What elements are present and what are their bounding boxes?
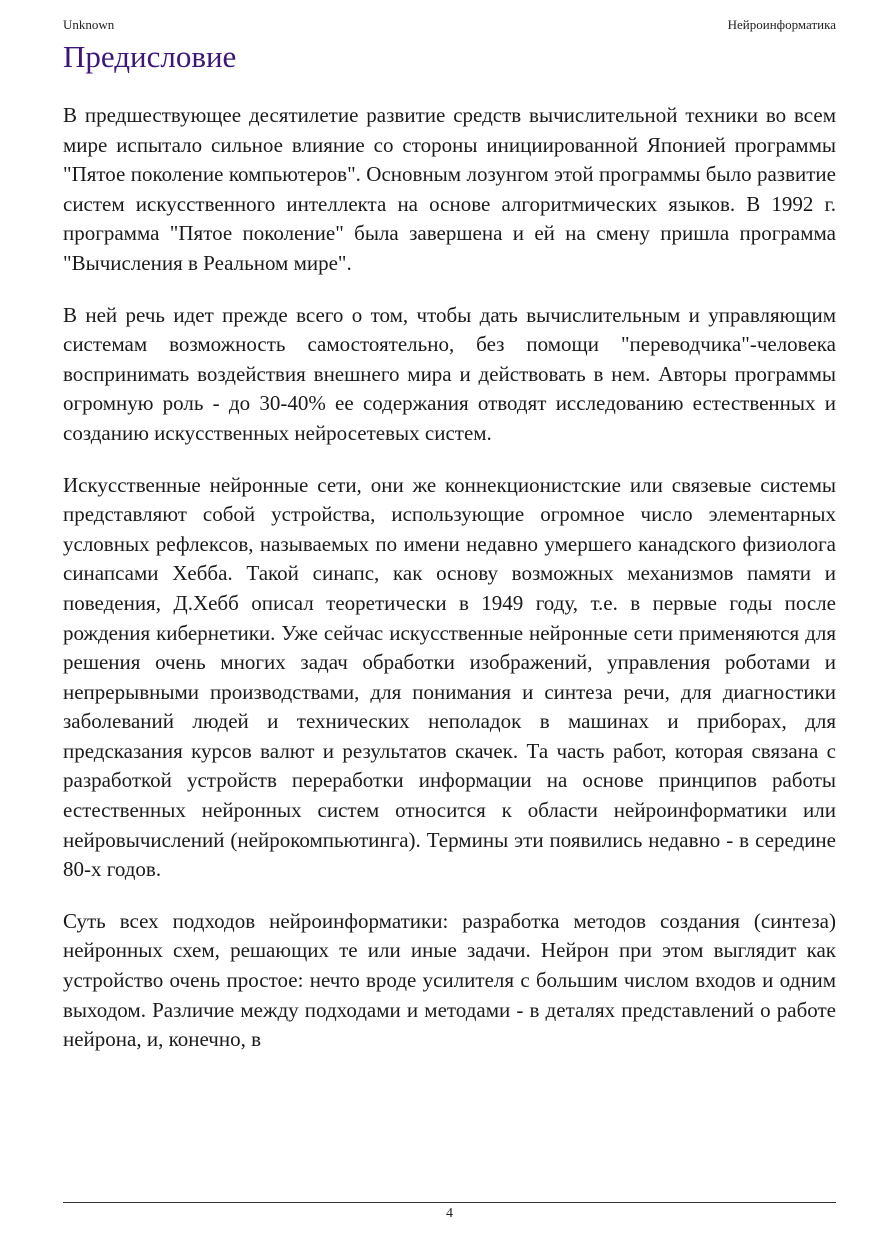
body-text: [63, 101, 836, 1077]
paragraph-2: В ней речь идет прежде всего о том, чтобы дать вычислительным и управляющим системам возможность самостоятельно, без помощи "переводчика"-человека воспринимать воздействия внешнего мира и действовать в нем. Авторы программы огромную роль - до 30-40% ее содержания отводят исследованию естественных и созданию искусственных нейросетевых систем.: [63, 302, 836, 445]
header-book-title: Нейроинформатика: [727, 17, 836, 32]
running-header: [63, 17, 836, 35]
paragraph-3: Искусственные нейронные сети, они же коннекционистские или связевые системы представляют собой устройства, использующие огромное число элементарных условных рефлексов, называемых по имени недавно умершего канадского физиолога синапсами Хебба. Такой синапс, как основу возможных механизмов памяти и поведения, Д.Хебб описал теоретически в 1949 году, т.е. в первые годы после рождения кибернетики. Уже сейчас искусственные нейронные сети применяются для решения очень многих задач обработки изображений, управления роботами и непрерывными производствами, для понимания и синтеза речи, для диагностики заболеваний людей и технических неполадок в машинах и приборах, для предсказания курсов валют и результатов скачек. Та часть работ, которая связана с разработкой устройств переработки информации на основе принципов работы естественных нейронных систем относится к области нейроинформатики или нейровычислений (нейрокомпьютинга). Термины эти появились недавно - в середине 80-х годов.: [63, 472, 836, 882]
paragraph-1: В предшествующее десятилетие развитие средств вычислительной техники во всем мире испытало сильное влияние со стороны инициированной Японией программы "Пятое поколение компьютеров". Основным лозунгом этой программы было развитие систем искусственного интеллекта на основе алгоритмических языков. В 1992 г. программа "Пятое поколение" была завершена и ей на смену пришла программа "Вычисления в Реальном мире".: [63, 103, 836, 275]
section-title: Предисловие: [63, 39, 237, 74]
header-author: Unknown: [63, 17, 115, 32]
paragraph-4: Суть всех подходов нейроинформатики: разработка методов создания (синтеза) нейронных схем, решающих те или иные задачи. Нейрон при этом выглядит как устройство очень простое: нечто вроде усилителя с большим числом входов и одним выходом. Различие между подходами и методами - в деталях представлений о работе нейрона, и, конечно, в: [63, 908, 836, 1052]
document-page: [63, 0, 836, 1241]
footer-divider: [63, 1202, 836, 1203]
page-number: 4: [446, 1206, 453, 1221]
